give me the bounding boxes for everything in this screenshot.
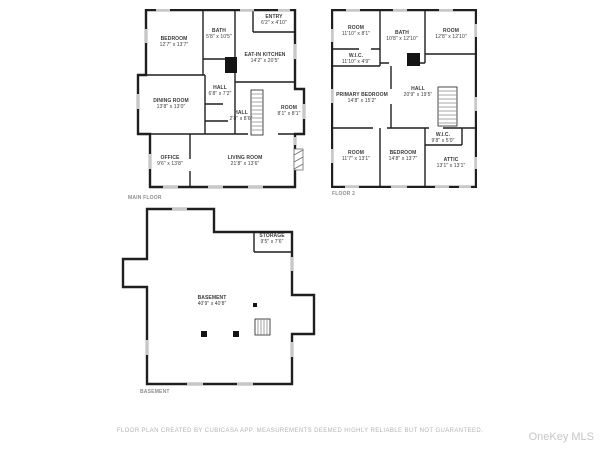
room-label: STORAGE 9'5" x 7'6" — [259, 232, 285, 245]
room-label: ROOM 8'1" x 8'1" — [277, 104, 301, 117]
room-label: ROOM 11'7" x 13'1" — [341, 149, 371, 162]
room-label: HALL 6'8" x 7'2" — [208, 84, 232, 97]
room-label: W.I.C. 9'8" x 5'0" — [431, 131, 455, 144]
caption-basement: BASEMENT — [140, 389, 170, 395]
chimney — [407, 53, 420, 66]
room-label: OFFICE 9'6" x 13'8" — [157, 154, 183, 167]
room-label: W.I.C. 11'10" x 4'9" — [341, 52, 371, 65]
room-label: LIVING ROOM 21'8" x 13'6" — [227, 154, 263, 167]
fireplace-hatch — [294, 149, 303, 170]
room-label: ROOM 12'8" x 12'10" — [435, 27, 467, 40]
room-label: HALL 2'8" x 8'6" — [229, 109, 253, 122]
room-label: BEDROOM 12'7" x 13'7" — [159, 35, 189, 48]
room-label: BATH 5'8" x 10'5" — [206, 27, 232, 40]
room-label: DINING ROOM 13'8" x 13'0" — [153, 97, 189, 110]
room-label: ATTIC 13'1" x 13'1" — [436, 156, 466, 169]
caption-floor-2: FLOOR 2 — [332, 191, 356, 197]
caption-main-floor: MAIN FLOOR — [128, 195, 162, 201]
chimney — [225, 57, 237, 73]
room-label: EAT-IN KITCHEN 14'2" x 20'5" — [244, 51, 286, 64]
room-label: HALL 20'9" x 19'5" — [403, 85, 433, 98]
room-label: BATH 10'8" x 12'10" — [386, 29, 418, 42]
room-label: BEDROOM 14'8" x 13'7" — [388, 149, 418, 162]
room-label: ENTRY 6'2" x 4'10" — [261, 13, 287, 26]
disclaimer-text: FLOOR PLAN CREATED BY CUBICASA APP. MEASUREMENTS DEEMED HIGHLY RELIABLE BUT NOT GUARANTEED. — [116, 428, 484, 434]
room-label: BASEMENT 40'9" x 40'8" — [197, 294, 227, 307]
onekey-mls-watermark: OneKey MLS — [528, 431, 594, 443]
room-label: ROOM 11'10" x 8'1" — [341, 24, 371, 37]
room-label: PRIMARY BEDROOM 14'8" x 15'2" — [336, 91, 388, 104]
